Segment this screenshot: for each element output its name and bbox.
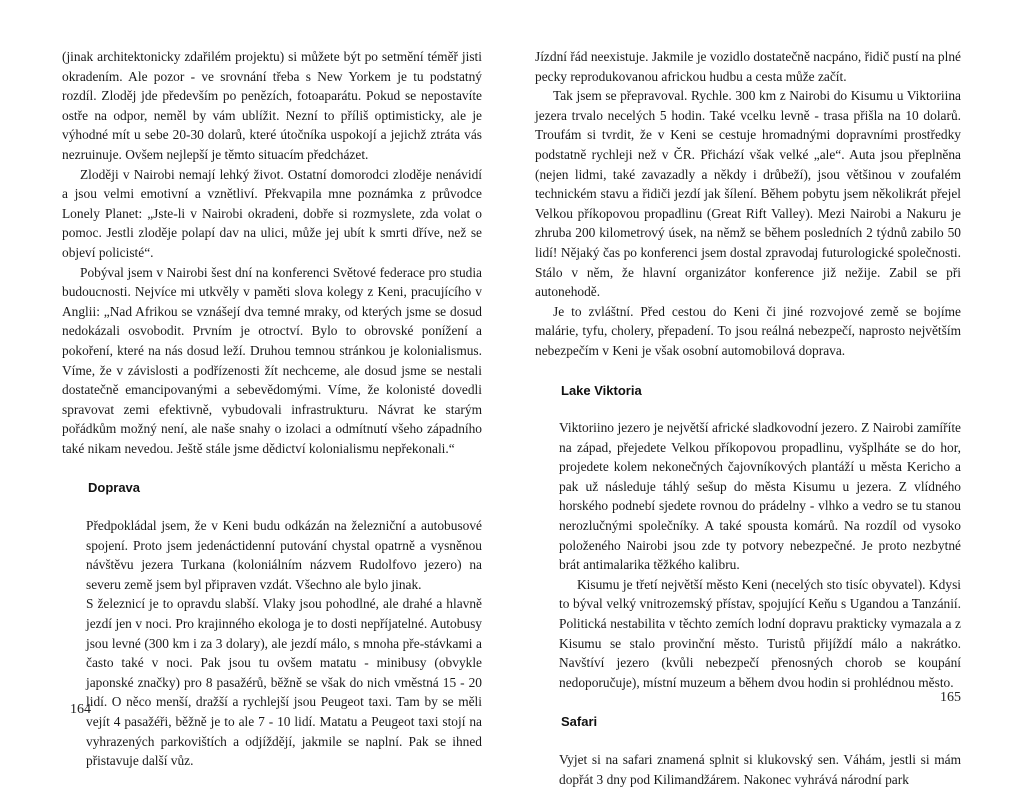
paragraph: Jízdní řád neexistuje. Jakmile je vozidlo dostatečně nacpáno, řidič pustí na plné pecky reprodukovanou africkou hudbu a cesta může začít.	[535, 49, 961, 84]
paragraph: Předpokládal jsem, že v Keni budu odkázán na železniční a autobusové spojení. Proto jsem jedenáctidenní putování chystal opatrně a vysněnou návštěvu jezera Turkana (koloniálním názvem Rudolfovo jezero) na severu země jsem byl připraven vzdát. Všechno ale bylo jinak.	[86, 518, 482, 592]
paragraph: (jinak architektonicky zdařilém projektu) si můžete být po setmění téměř jisti okradením. Ale pozor - ve srovnání třeba s New Yorkem je tu podstatný rozdíl. Zloděj jde především po penězích, fotoaparátu. Pokud se nepostavíte ostře na odpor, neměl by vám ublížit. Nezní to příliš optimisticky, ale je výhodné mít u sebe 20-30 dolarů, které útočníka uspokojí a jejichž ztráta vás nezruinuje. Ovšem nejlepší je těmto situacím předcházet.	[62, 49, 482, 162]
paragraph: S železnicí je to opravdu slabší. Vlaky jsou pohodlné, ale drahé a hlavně jezdí jen v noci. Pro krajinného ekologa je to dosti nepříjatelné. Autobusy jsou levné (300 km i za 3 dolary), ale jezdí málo, s mnoha pře-stávkami a často také v noci. Pak jsou tu ovšem matatu - minibusy (obvykle japonské značky) pro 8 pasažérů, běžně se však do nich vměstná 15 - 20 lidí. O něco menší, dražší a rychlejší jsou Peugeot taxi. Tam by se měli vejít 4 pasažéři, běžně je to ale 7 - 10 lidí. Matatu a Peugeot taxi stojí na vyhrazených parkovištích a odjíždějí, jakmile se naplní. Pak se ihned přistavuje další vůz.	[86, 596, 482, 769]
page-number: 165	[940, 690, 961, 705]
paragraph: Vyjet si na safari znamená splnit si klukovský sen. Váhám, jestli si mám dopřát 3 dny pod Kilimandžárem. Nakonec vyhrává národní park	[559, 752, 961, 787]
section-body	[535, 418, 961, 692]
paragraph: Tak jsem se přepravoval. Rychle. 300 km z Nairobi do Kisumu u Viktoriina jezera trvalo necelých 5 hodin. Také vcelku levně - trasa přišla na 10 dolarů. Troufám si tvrdit, že v Keni se cestuje hromadnými dopravními prostředky podstatně rychleji než v ČR. Přichází však velké „ale“. Auta jsou přeplněna (nejen lidmi, také zavazadly a někdy i drůbeží), jsou většinou v zoufalém technickém stavu a řidiči jezdí jak šílení. Během pobytu jsem několikrát přejel Velkou příkopovou propadlinu (Great Rift Valley). Mezi Nairobi a Nakuru je zhruba 200 kilometrový úsek, na němž se během posledních 2 týdnů zabilo 50 lidí! Nějaký čas po konferenci jsem dostal zpravodaj futurologické společnosti. Stálo v něm, že hlavní organizátor konference již nežije. Zabil se při autonehodě.	[535, 88, 961, 300]
section-heading-doprava: Doprava	[88, 480, 141, 496]
paragraph: Je to zvláštní. Před cestou do Keni či jiné rozvojové země se bojíme malárie, tyfu, cholery, přepadení. To jsou reálná nebezpečí, naprosto největším nebezpečím v Keni je však osobní automobilová doprava.	[535, 303, 961, 358]
left-page	[0, 0, 512, 769]
page-number: 164	[70, 702, 91, 717]
section-heading-lake-viktoria: Lake Viktoria	[561, 382, 642, 398]
paragraph: Zloději v Nairobi nemají lehký život. Ostatní domorodci zloděje nenávidí a jsou velmi emotivní a vznětliví. Překvapila mne poznámka z průvodce Lonely Planet: „Jste-li v Nairobi okradeni, dobře si rozmyslete, zda volat o pomoc. Jestli zloděje polapí dav na ulici, může jej ubít k smrti dříve, než se objeví policisté“.	[62, 166, 482, 260]
section-body	[62, 516, 482, 771]
paragraph: Viktoriino jezero je největší africké sladkovodní jezero. Z Nairobi zamíříte na západ, přejedete Velkou příkopovou propadlinu, vyšplháte se do hor, projedete kolem nekonečných čajovníkových plantáží u města Kericho a pak už následuje táhlý sešup do města Kisumu u jezera. Z vlídného horského podnebí sjedete rovnou do prádelny - vlhko a vedro se tu stanou nerozlučnými společníky. A také spousta komárů. Na rozdíl od vysoko položeného Nairobi jsou zde ty potvory nebezpečné. Je proto nezbytné brát antimalarika těžkého kalibru.	[559, 420, 961, 573]
right-page	[512, 0, 1024, 787]
section-heading-safari: Safari	[561, 714, 598, 730]
paragraph: Kisumu je třetí největší město Keni (necelých sto tisíc obyvatel). Kdysi to býval velký vnitrozemský přístav, spojující Keňu s Ugandou a Tanzánií. Politická nestabilita v těchto zemích lodní dopravu prakticky vymazala a z Kisumu se stalo provinční město. Turistů přijíždí málo a nakrátko. Navštíví jezero (kvůli nebezpečí přenosných chorob se koupání nedoporučuje), místní muzeum a během dvou hodin si prohlédnou město.	[559, 576, 961, 690]
section-body	[535, 750, 961, 789]
paragraph: Pobýval jsem v Nairobi šest dní na konferenci Světové federace pro studia budoucnosti. Nejvíce mi utkvěly v paměti slova kolegy z Keni, pracujícího v Anglii: „Nad Afrikou se vznášejí dva temné mraky, od kterých jsme se dosud nedokázali osvobodit. Prvním je otroctví. Bylo to obrovské ponížení a pokoření, které na nás dosud leží. Druhou temnou stránkou je kolonialismus. Víme, že v závislosti a podřízenosti žít nechceme, ale dosud jsme se nestali dostatečně emancipovanými a sebevědomými. Víme, že kolonisté dovedli spravovat zemi efektivně, vybudovali infrastrukturu. Návrat ke starým pořádkům možný není, ale naše snahy o izolaci a odmítnutí všeho západního také nikam nevedou. Ještě stále jsme dědictví kolonialismu nepřekonali.“	[62, 264, 482, 456]
right-text-column	[535, 47, 961, 789]
left-text-column	[62, 47, 482, 771]
